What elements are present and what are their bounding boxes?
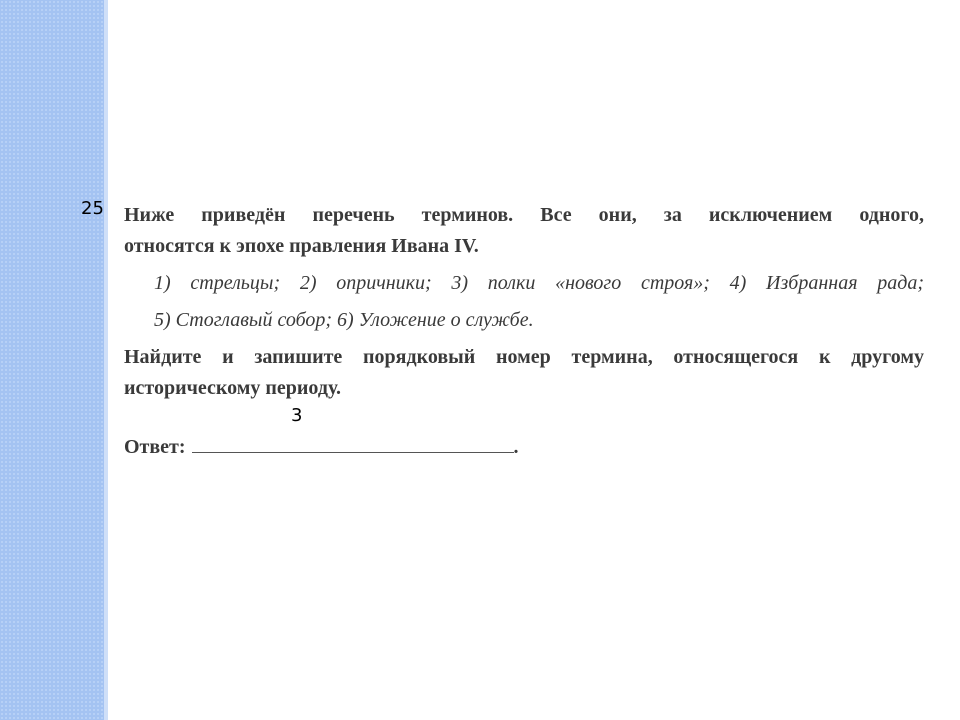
answer-end-period: .: [513, 436, 519, 458]
task-prompt-line-2: историческому периоду.: [124, 377, 341, 399]
decorative-side-band: [0, 0, 104, 720]
answer-field[interactable]: [192, 432, 514, 453]
answer-row: [124, 432, 924, 463]
task-intro-line-1: Ниже приведён перечень терминов. Все они, за исключением одного,: [124, 204, 924, 226]
task-block: [124, 200, 924, 463]
task-intro-line-2: относятся к эпохе правления Ивана IV.: [124, 235, 479, 257]
task-prompt-line-1: Найдите и запишите порядковый номер термина, относящегося к другому: [124, 346, 924, 368]
answer-value: 3: [291, 405, 303, 426]
options-line-2: 5) Стоглавый собор; 6) Уложение о службе.: [154, 309, 534, 331]
question-number: 25: [81, 198, 104, 219]
side-band-edge: [104, 0, 108, 720]
answer-label: Ответ:: [124, 436, 186, 458]
options-line-1: 1) стрельцы; 2) опричники; 3) полки «нового строя»; 4) Избранная рада;: [154, 272, 924, 294]
